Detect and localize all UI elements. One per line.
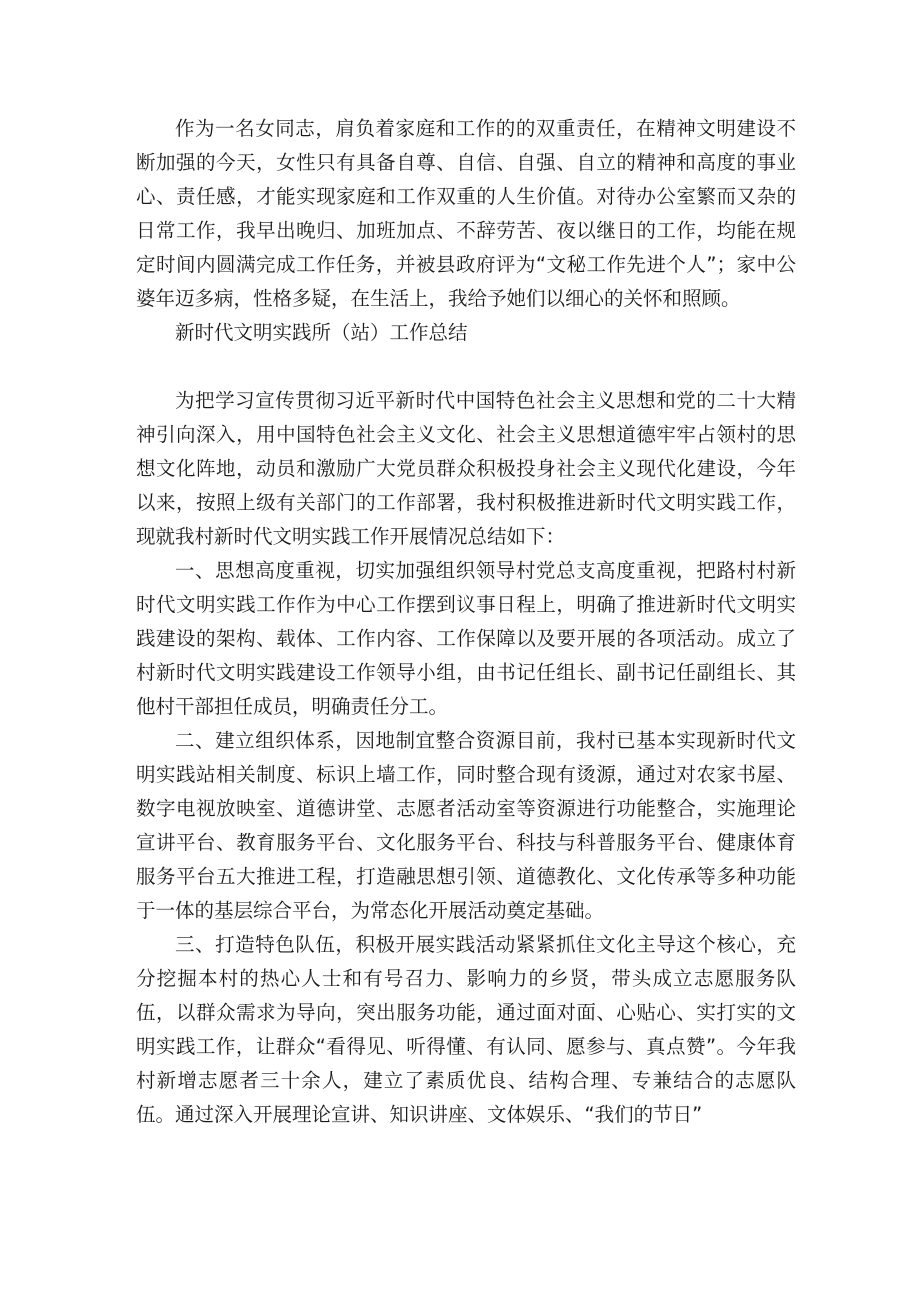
document-page bbox=[136, 112, 796, 1132]
intro-paragraph: 作为一名女同志，肩负着家庭和工作的的双重责任，在精神文明建设不断加强的今天，女性只有具备自尊、自信、自强、自立的精神和高度的事业心、责任感，才能实现家庭和工作双重的人生价值。对待办公室繁而又杂的日常工作，我早出晚归、加班加点、不辞劳苦、夜以继日的工作，均能在规定时间内圆满完成工作任务，并被县政府评为“文秘工作先进个人”；家中公婆年迈多病，性格多疑，在生活上，我给予她们以细心的关怀和照顾。 bbox=[136, 117, 796, 310]
body-paragraph-section-1: 一、思想高度重视，切实加强组织领导村党总支高度重视，把路村村新时代文明实践工作作为中心工作摆到议事日程上，明确了推进新时代文明实践建设的架构、载体、工作内容、工作保障以及要开展的各项活动。成立了村新时代文明实践建设工作领导小组，由书记任组长、副书记任副组长、其他村干部担任成员，明确责任分工。 bbox=[136, 559, 796, 718]
body-paragraph-section-3: 三、打造特色队伍，积极开展实践活动紧紧抓住文化主导这个核心，充分挖掘本村的热心人士和有号召力、影响力的乡贤，带头成立志愿服务队伍，以群众需求为导向，突出服务功能，通过面对面、心贴心、实打实的文明实践工作，让群众“看得见、听得懂、有认同、愿参与、真点赞”。今年我村新增志愿者三十余人，建立了素质优良、结构合理、专兼结合的志愿队伍。通过深入开展理论宣讲、知识讲座、文体娱乐、“我们的节日” bbox=[136, 933, 796, 1126]
body-paragraph-section-2: 二、建立组织体系，因地制宜整合资源目前，我村已基本实现新时代文明实践站相关制度、标识上墙工作，同时整合现有烫源，通过对农家书屋、数字电视放映室、道德讲堂、志愿者活动室等资源进行功能整合，实施理论宣讲平台、教育服务平台、文化服务平台、科技与科普服务平台、健康体育服务平台五大推进工程，打造融思想引领、道德教化、文化传承等多种功能于一体的基层综合平台，为常态化开展活动奠定基础。 bbox=[136, 729, 796, 922]
document-title: 新时代文明实践所（站）工作总结 bbox=[175, 321, 468, 344]
body-paragraph-preface: 为把学习宣传贯彻习近平新时代中国特色社会主义思想和党的二十大精神引向深入，用中国特色社会主义文化、社会主义思想道德牢牢占领村的思想文化阵地，动员和激励广大党员群众积极投身社会主义现代化建设，今年以来，按照上级有关部门的工作部署，我村积极推进新时代文明实践工作，现就我村新时代文明实践工作开展情况总结如下： bbox=[136, 389, 796, 548]
blank-line bbox=[136, 350, 796, 384]
